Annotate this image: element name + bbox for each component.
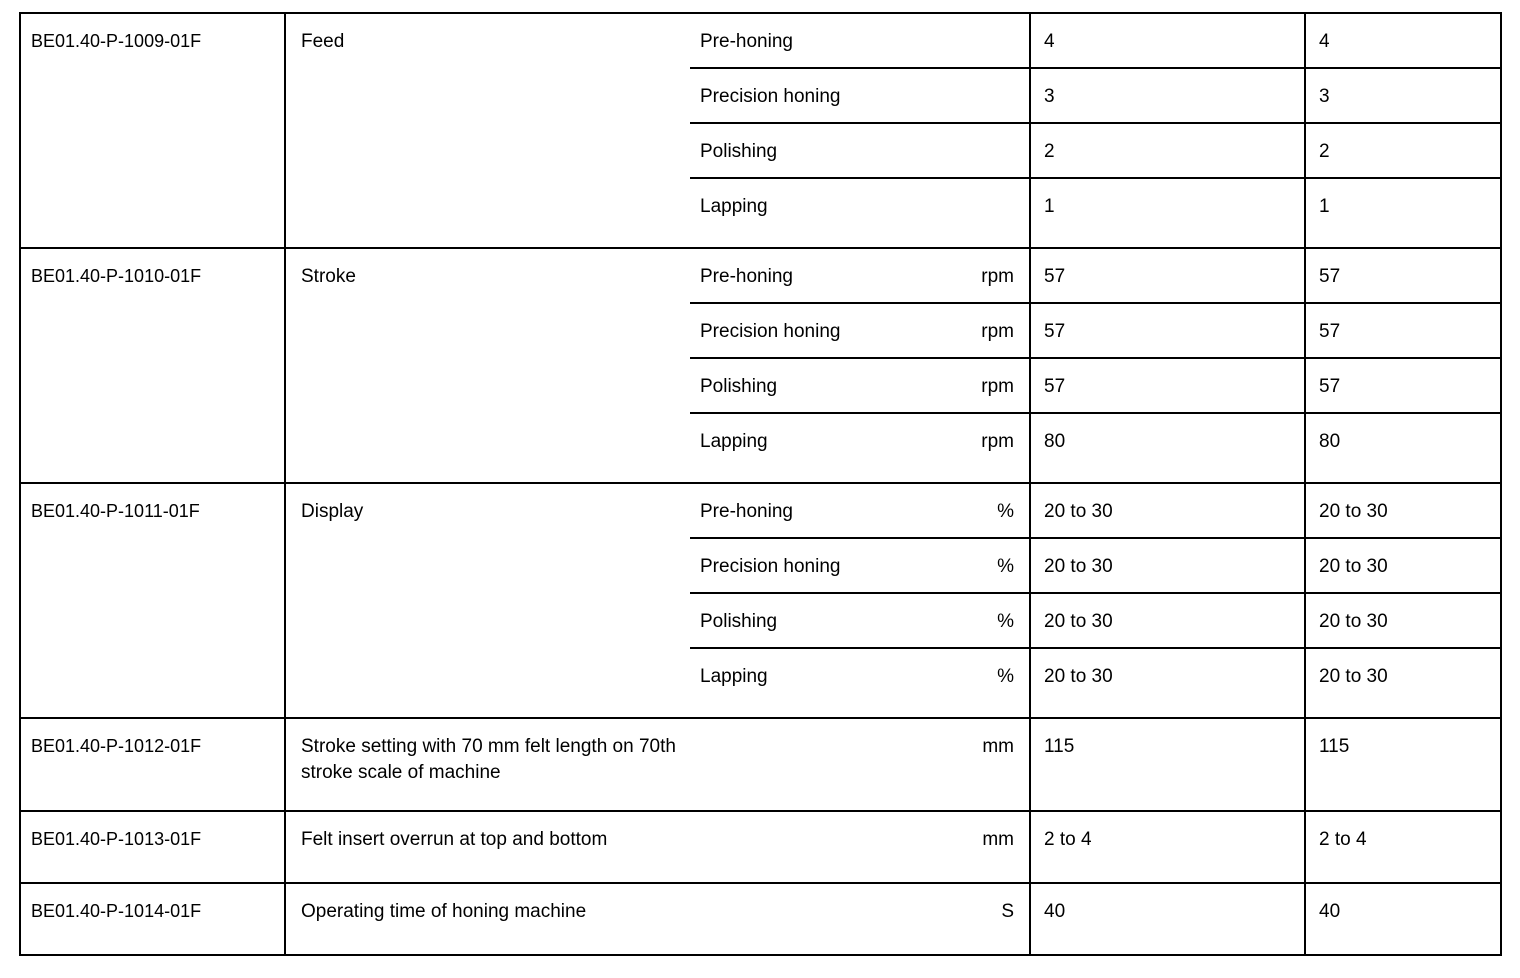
unit-label: rpm bbox=[981, 376, 1014, 397]
value-cell: 20 to 30 bbox=[1305, 483, 1501, 538]
value-cell: 2 to 4 bbox=[1030, 811, 1305, 883]
value-cell: 57 bbox=[1030, 358, 1305, 413]
value-cell: 115 bbox=[1030, 718, 1305, 811]
unit-label: mm bbox=[982, 829, 1014, 850]
value-cell: 2 to 4 bbox=[1305, 811, 1501, 883]
value-cell: 4 bbox=[1305, 13, 1501, 68]
value-cell: 4 bbox=[1030, 13, 1305, 68]
subparam-cell bbox=[690, 123, 1030, 178]
value-cell: 20 to 30 bbox=[1305, 593, 1501, 648]
subparam-cell bbox=[690, 13, 1030, 68]
subparam-label: Precision honing bbox=[700, 321, 841, 342]
subparam-label: Polishing bbox=[700, 611, 778, 632]
value-cell: 20 to 30 bbox=[1030, 483, 1305, 538]
param-name-cell: Stroke bbox=[285, 248, 690, 483]
value-cell: 2 bbox=[1305, 123, 1501, 178]
subparam-cell bbox=[690, 648, 1030, 718]
subparam-label: Lapping bbox=[700, 666, 768, 687]
spec-table bbox=[19, 12, 1502, 956]
code-cell: BE01.40-P-1014-01F bbox=[20, 883, 285, 955]
value-cell: 2 bbox=[1030, 123, 1305, 178]
value-cell: 20 to 30 bbox=[1030, 538, 1305, 593]
subparam-label: Precision honing bbox=[700, 556, 841, 577]
param-name: Stroke setting with 70 mm felt length on 70th stroke scale of machine bbox=[301, 736, 676, 783]
value-cell: 57 bbox=[1030, 248, 1305, 303]
subparam-cell bbox=[690, 538, 1030, 593]
value-cell: 20 to 30 bbox=[1030, 593, 1305, 648]
subparam-label: Pre-honing bbox=[700, 266, 793, 287]
code-cell: BE01.40-P-1012-01F bbox=[20, 718, 285, 811]
subparam-cell bbox=[690, 303, 1030, 358]
param-name: Operating time of honing machine bbox=[301, 901, 587, 922]
unit-label: rpm bbox=[981, 321, 1014, 342]
subparam-cell bbox=[690, 593, 1030, 648]
subparam-cell bbox=[690, 483, 1030, 538]
subparam-label: Pre-honing bbox=[700, 31, 793, 52]
value-cell: 3 bbox=[1030, 68, 1305, 123]
value-cell: 57 bbox=[1305, 358, 1501, 413]
subparam-label: Precision honing bbox=[700, 86, 841, 107]
code-cell: BE01.40-P-1010-01F bbox=[20, 248, 285, 483]
unit-label: S bbox=[1001, 901, 1014, 922]
value-cell: 20 to 30 bbox=[1030, 648, 1305, 718]
unit-label: rpm bbox=[981, 431, 1014, 452]
param-name-cell: Display bbox=[285, 483, 690, 718]
value-cell: 80 bbox=[1030, 413, 1305, 483]
value-cell: 1 bbox=[1030, 178, 1305, 248]
subparam-label: Polishing bbox=[700, 376, 778, 397]
code-cell: BE01.40-P-1009-01F bbox=[20, 13, 285, 248]
unit-label: rpm bbox=[981, 266, 1014, 287]
value-cell: 57 bbox=[1030, 303, 1305, 358]
value-cell: 57 bbox=[1305, 248, 1501, 303]
param-name-cell bbox=[285, 883, 1030, 955]
subparam-cell bbox=[690, 178, 1030, 248]
param-name-cell bbox=[285, 718, 1030, 811]
code-cell: BE01.40-P-1013-01F bbox=[20, 811, 285, 883]
unit-label: % bbox=[997, 501, 1014, 522]
unit-label: mm bbox=[982, 736, 1014, 757]
value-cell: 1 bbox=[1305, 178, 1501, 248]
param-name: Felt insert overrun at top and bottom bbox=[301, 829, 608, 850]
value-cell: 57 bbox=[1305, 303, 1501, 358]
subparam-label: Lapping bbox=[700, 431, 768, 452]
value-cell: 20 to 30 bbox=[1305, 538, 1501, 593]
unit-label: % bbox=[997, 556, 1014, 577]
subparam-label: Polishing bbox=[700, 141, 778, 162]
subparam-cell bbox=[690, 248, 1030, 303]
unit-label: % bbox=[997, 666, 1014, 687]
subparam-cell bbox=[690, 68, 1030, 123]
subparam-cell bbox=[690, 358, 1030, 413]
subparam-label: Pre-honing bbox=[700, 501, 793, 522]
value-cell: 40 bbox=[1305, 883, 1501, 955]
value-cell: 3 bbox=[1305, 68, 1501, 123]
param-name-cell bbox=[285, 811, 1030, 883]
value-cell: 20 to 30 bbox=[1305, 648, 1501, 718]
value-cell: 80 bbox=[1305, 413, 1501, 483]
value-cell: 40 bbox=[1030, 883, 1305, 955]
value-cell: 115 bbox=[1305, 718, 1501, 811]
code-cell: BE01.40-P-1011-01F bbox=[20, 483, 285, 718]
param-name-cell: Feed bbox=[285, 13, 690, 248]
subparam-label: Lapping bbox=[700, 196, 768, 217]
unit-label: % bbox=[997, 611, 1014, 632]
subparam-cell bbox=[690, 413, 1030, 483]
